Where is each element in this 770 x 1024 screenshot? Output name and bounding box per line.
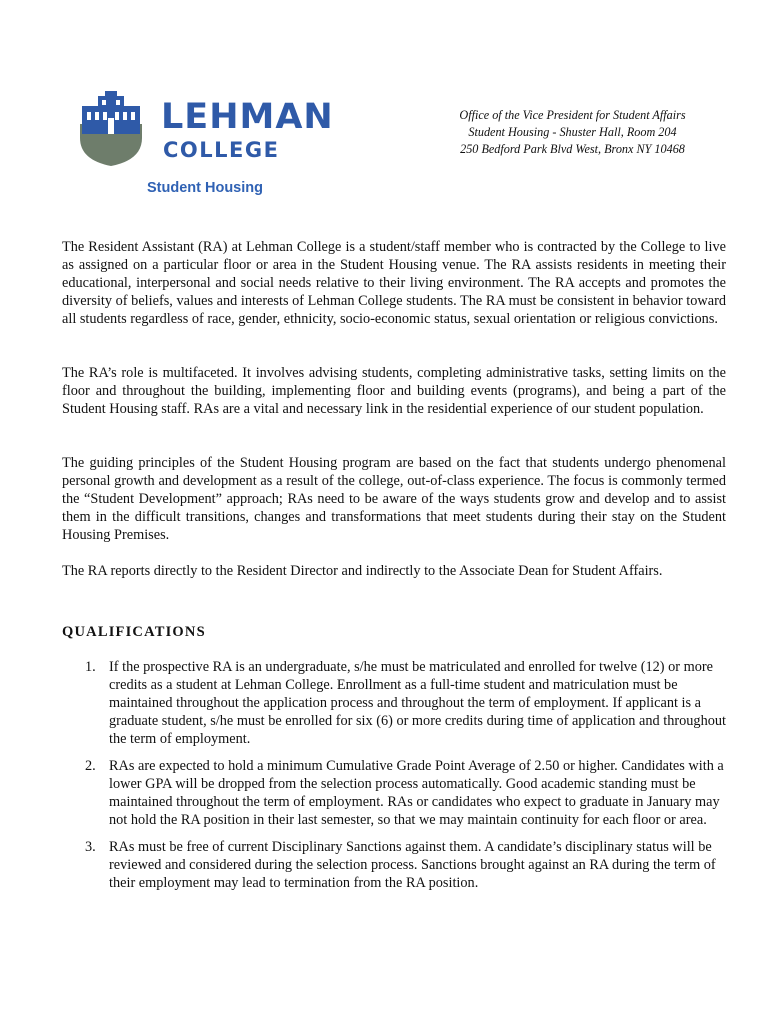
logo-word-lehman: LEHMAN	[161, 97, 334, 137]
item-number: 1.	[85, 659, 96, 675]
qualification-item	[62, 757, 726, 829]
qualification-item	[62, 838, 726, 892]
logo-word-college: COLLEGE	[163, 138, 280, 162]
office-address-block	[440, 107, 705, 158]
college-shield-icon	[78, 88, 144, 168]
role-paragraph: The RA’s role is multifaceted. It involves advising students, completing administrative tasks, setting limits on the floor and throughout the building, implementing floor and building events (programs), and being a part of the Student Housing staff. RAs are a vital and necessary link in the residential experience of our student population.	[62, 365, 726, 417]
intro-paragraph: The Resident Assistant (RA) at Lehman College is a student/staff member who is contracted by the College to live as assigned on a particular floor or area in the Student Housing venue. The RA assists residents in meeting their educational, interpersonal and social needs relative to their living environment. The RA accepts and promotes the diversity of beliefs, values and interests of Lehman College students. The RA must be consistent in behavior toward all students regardless of race, gender, ethnicity, socio-economic status, sexual orientation or religious convictions.	[62, 239, 726, 327]
qualifications-list	[62, 658, 726, 901]
item-number: 2.	[85, 758, 96, 774]
reporting-paragraph: The RA reports directly to the Resident Director and indirectly to the Associate Dean for Student Affairs.	[62, 563, 663, 579]
item-number: 3.	[85, 839, 96, 855]
lehman-college-logo	[78, 88, 338, 168]
principles-paragraph: The guiding principles of the Student Housing program are based on the fact that students undergo phenomenal personal growth and development as a result of the college, out-of-class experience. The focus is commonly termed the “Student Development” approach; RAs need to be aware of the ways students grow and develop and to assist them in the difficult transitions, changes and transformations that meet students during their stay on the Student Housing Premises.	[62, 455, 726, 543]
qualification-item	[62, 658, 726, 748]
item-text: If the prospective RA is an undergraduate, s/he must be matriculated and enrolled for twelve (12) or more credits as a student at Lehman College. Enrollment as a full-time student and matriculation must be maintained throughout the application process and throughout the term of employment. If applicant is a graduate student, s/he must be enrolled for six (6) or more credits during time of application and throughout the term of employment.	[109, 659, 726, 747]
item-text: RAs are expected to hold a minimum Cumulative Grade Point Average of 2.50 or higher. Candidates with a lower GPA will be dropped from the selection process automatically. Good academic standing must be maintained throughout the term of employment. RAs or candidates who expect to graduate in January may not hold the RA position in their last semester, so that we may maintain continuity for each floor or area.	[109, 758, 724, 828]
office-line: 250 Bedford Park Blvd West, Bronx NY 10468	[460, 142, 685, 156]
department-subtitle: Student Housing	[147, 180, 263, 196]
item-text: RAs must be free of current Disciplinary Sanctions against them. A candidate’s disciplinary status will be reviewed and considered during the selection process. Sanctions brought against an RA during the term of their employment may lead to termination from the RA position.	[109, 839, 716, 891]
office-line: Office of the Vice President for Student Affairs	[459, 108, 686, 122]
office-line: Student Housing - Shuster Hall, Room 204	[468, 125, 677, 139]
qualifications-heading: QUALIFICATIONS	[62, 624, 206, 640]
